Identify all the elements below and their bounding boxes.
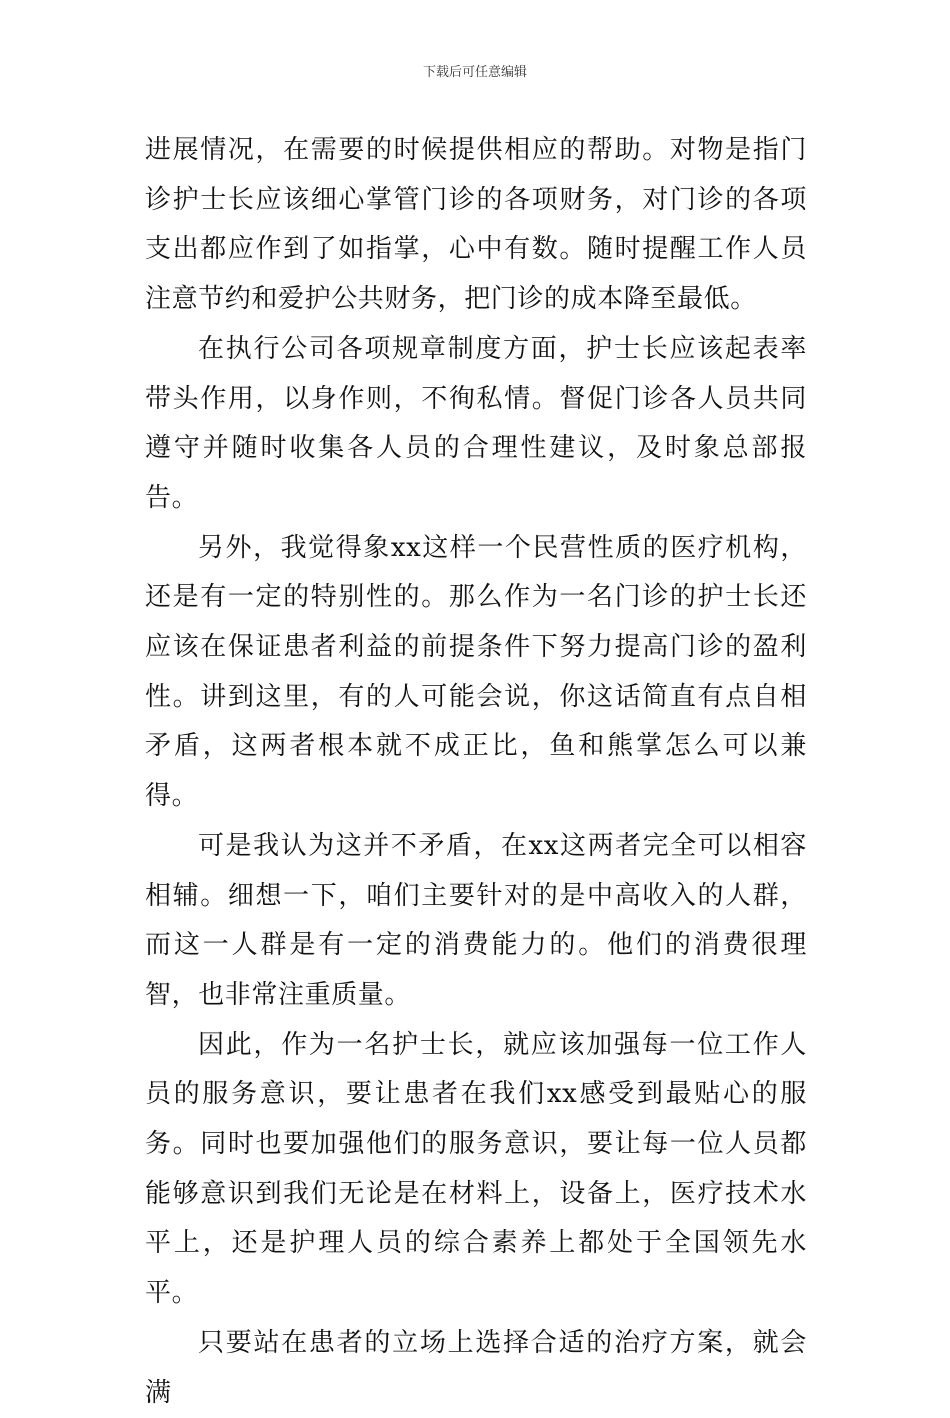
- page-header: 下载后可任意编辑: [422, 65, 527, 80]
- paragraph: 因此，作为一名护士长，就应该加强每一位工作人员的服务意识，要让患者在我们xx感受到最贴心的服务。同时也要加强他们的服务意识，要让每一位人员都能够意识到我们无论是在材料上，设备上，医疗技术水平上，还是护理人员的综合素养上都处于全国领先水平。: [145, 1029, 807, 1309]
- document-body: [145, 126, 807, 1418]
- paragraph: 可是我认为这并不矛盾，在xx这两者完全可以相容相辅。细想一下，咱们主要针对的是中高收入的人群，而这一人群是有一定的消费能力的。他们的消费很理智，也非常注重质量。: [145, 830, 807, 1010]
- paragraph: 另外，我觉得象xx这样一个民营性质的医疗机构，还是有一定的特别性的。那么作为一名门诊的护士长还应该在保证患者利益的前提条件下努力提高门诊的盈利性。讲到这里，有的人可能会说，你这话简直有点自相矛盾，这两者根本就不成正比，鱼和熊掌怎么可以兼得。: [145, 532, 807, 812]
- paragraph: 进展情况，在需要的时候提供相应的帮助。对物是指门诊护士长应该细心掌管门诊的各项财务，对门诊的各项支出都应作到了如指掌，心中有数。随时提醒工作人员注意节约和爱护公共财务，把门诊的成本降至最低。: [145, 135, 807, 315]
- paragraph: 只要站在患者的立场上选择合适的治疗方案，就会满: [145, 1327, 807, 1408]
- paragraph: 在执行公司各项规章制度方面，护士长应该起表率带头作用，以身作则，不徇私情。督促门诊各人员共同遵守并随时收集各人员的合理性建议，及时象总部报告。: [145, 333, 807, 513]
